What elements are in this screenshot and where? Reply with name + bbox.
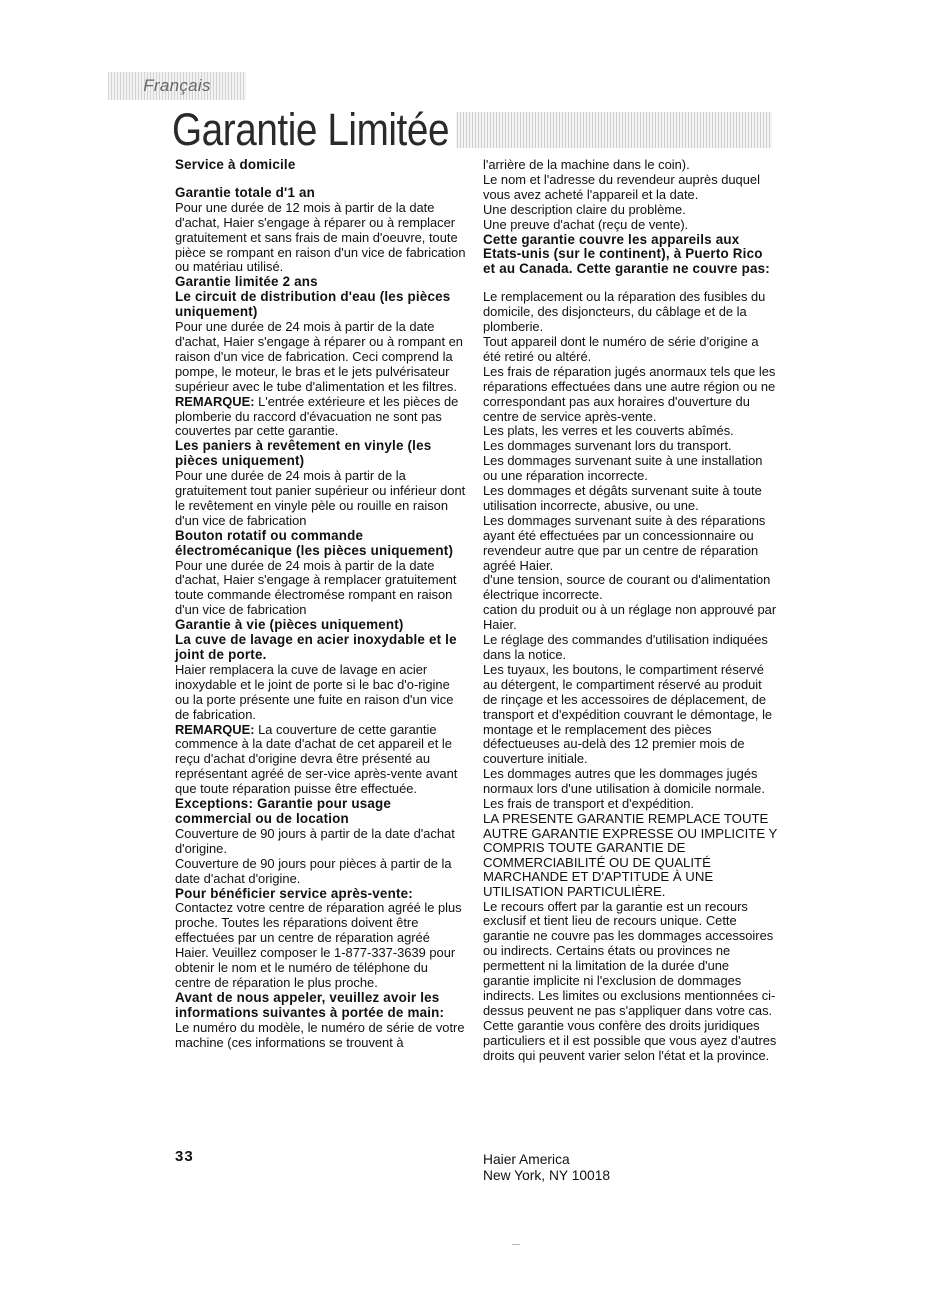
address-block (483, 1152, 610, 1184)
page-number: 33 (175, 1148, 194, 1165)
section-heading: Pour bénéficier service après-vente: (175, 885, 413, 901)
paragraph: Le réglage des commandes d'utilisation indiquées dans la notice. (483, 632, 768, 662)
section-heading: Cette garantie couvre les appareils aux Etats-unis (sur le continent), à Puerto Rico et au Canada. Cette garantie ne couvre pas: (483, 231, 770, 277)
paragraph: d'une tension, source de courant ou d'alimentation électrique incorrecte. (483, 572, 771, 603)
section-heading: La cuve de lavage en acier inoxydable et le joint de porte. (175, 632, 457, 662)
paragraph: Haier remplacera la cuve de lavage en acier inoxydable et le joint de porte si le bac d'o-rigine ou la porte présente une fuite en raison d'un vice de fabrication. (175, 661, 454, 722)
section-heading: Avant de nous appeler, veuillez avoir les informations suivantes à portée de main: (175, 989, 445, 1020)
note-text: L'entrée extérieure et les pièces de plomberie du raccord d'évacuation ne sont pas couvertes par cette garantie. (175, 393, 459, 439)
scan-mark (512, 1244, 520, 1245)
address-company: Haier America (483, 1152, 570, 1167)
paragraph: Couverture de 90 jours pour pièces à partir de la date d'achat d'origine. (175, 855, 452, 886)
section-heading: Exceptions: Garantie pour usage commercial ou de location (175, 796, 392, 826)
paragraph: Pour une durée de 24 mois à partir de la gratuitement tout panier supérieur ou inférieur dont le revêtement en vinyle pèle ou rouille en raison d'un vice de fabrication (175, 468, 466, 528)
note-label: REMARQUE: (175, 393, 255, 409)
section-heading: Garantie totale d'1 an (175, 184, 316, 200)
paragraph: Le numéro du modèle, le numéro de série de votre machine (ces informations se trouvent à (175, 1019, 465, 1050)
paragraph: l'arrière de la machine dans le coin). (483, 157, 690, 172)
paragraph: Pour une durée de 12 mois à partir de la date d'achat, Haier s'engage à réparer ou à remplacer gratuitement et sans frais de main d'oeuvre, toute pièce se rompant en raison d'un vice de fabrication ou matériau utilisé. (175, 199, 466, 275)
paragraph: cation du produit ou à un réglage non approuvé par Haier. (483, 602, 777, 633)
paragraph: Couverture de 90 jours à partir de la date d'achat d'origine. (175, 825, 455, 856)
section-heading: Le circuit de distribution d'eau (les pièces uniquement) (175, 289, 451, 320)
paragraph: Une description claire du problème. (483, 201, 686, 217)
paragraph: Le recours offert par la garantie est un recours exclusif et tient lieu de recours unique. Cette garantie ne couvre pas les dommages accessoires ou indirects. Certains états ou provinces ne permettent ni la limitation de la durée d'une garantie implicite ni l'exclusion de dommages indirects. Les limites ou exclusions mentionnées ci-dessus peuvent ne pas s'appliquer dans votre cas. Cette garantie vous confère des droits juridiques particuliers et il est possible que vous ayez d'autres droits qui peuvent varier selon l'état et la province. (483, 898, 777, 1063)
paragraph: Les frais de réparation jugés anormaux tels que les réparations effectuées dans une autre région ou ne correspondant pas aux horaires d'ouverture du centre de service après-vente. (483, 363, 776, 424)
section-heading: Bouton rotatif ou commande électromécanique (les pièces uniquement) (175, 527, 454, 558)
paragraph: Le nom et l'adresse du revendeur auprès duquel vous avez acheté l'appareil et la date. (483, 171, 760, 202)
paragraph: Contactez votre centre de réparation agréé le plus proche. Toutes les réparations doivent être effectuées par un centre de réparation agréé Haier. Veuillez composer le 1-877-337-3639 pour obtenir le nom et le numéro de téléphone du centre de réparation le plus proche. (175, 900, 462, 990)
paragraph: Les dommages autres que les dommages jugés normaux lors d'une utilisation à domicile normale. (483, 766, 765, 797)
language-tab (108, 72, 246, 100)
section-heading: Service à domicile (175, 157, 296, 172)
note-label: REMARQUE: (175, 721, 255, 737)
note-text: La couverture de cette garantie commence à la date d'achat de cet appareil et le reçu d'achat d'origine devra être présenté au représentant agréé de ser-vice après-vente avant que toute réparation puisse être effectuée. (175, 721, 458, 797)
paragraph: Les tuyaux, les boutons, le compartiment réservé au détergent, le compartiment réservé au produit de rinçage et les accessoires de déplacement, de transport et d'expédition couvrant le démontage, le montage et le remplacement des pièces défectueuses au-delà des 12 premier mois de couverture initiale. (483, 661, 773, 767)
paragraph: Tout appareil dont le numéro de série d'origine a été retiré ou altéré. (483, 333, 759, 364)
paragraph: Les dommages et dégâts survenant suite à toute utilisation incorrecte, abusive, ou une. (483, 483, 762, 513)
address-city: New York, NY 10018 (483, 1168, 611, 1183)
paragraph: Les dommages survenant lors du transport. (483, 438, 732, 454)
disclaimer-text: LA PRESENTE GARANTIE REMPLACE TOUTE AUTRE GARANTIE EXPRESSE OU IMPLICITE Y COMPRIS TOUTE GARANTIE DE COMMERCIABILITÉ OU DE QUALITÉ MARCHANDE ET D'APTITUDE À UNE UTILISATION PARTICULIÈRE. (483, 810, 778, 899)
section-heading: Garantie limitée 2 ans (175, 274, 318, 290)
paragraph: Les frais de transport et d'expédition. (483, 796, 694, 812)
paragraph: Les plats, les verres et les couverts abîmés. (483, 423, 734, 439)
page-title: Garantie Limitée (172, 106, 456, 154)
paragraph (175, 723, 467, 798)
language-label: Français (143, 76, 211, 95)
paragraph: Les dommages survenant suite à une installation ou une réparation incorrecte. (483, 453, 763, 484)
section-heading: Les paniers à revêtement en vinyle (les pièces uniquement) (175, 438, 432, 469)
paragraph (175, 395, 467, 440)
left-column (175, 158, 467, 1050)
paragraph: Les dommages survenant suite à des réparations ayant été effectuées par un concessionnaire ou revendeur autre que par un centre de réparation agréé Haier. (483, 512, 766, 573)
paragraph: Pour une durée de 24 mois à partir de la date d'achat, Haier s'engage à remplacer gratuitement toute commande électromése rompant en raison d'un vice de fabrication (175, 557, 457, 618)
paragraph: Une preuve d'achat (reçu de vente). (483, 216, 689, 232)
paragraph: Le remplacement ou la réparation des fusibles du domicile, des disjoncteurs, du câblage et de la plomberie. (483, 289, 766, 335)
right-column (483, 158, 778, 1064)
section-heading: Garantie à vie (pièces uniquement) (175, 617, 404, 633)
paragraph: Pour une durée de 24 mois à partir de la date d'achat, Haier s'engage à réparer ou à rompant en raison d'un vice de fabrication. Ceci comprend la pompe, le moteur, le bras et le jets pulvérisateur supérieur avec le tube d'alimentation et les filtres. (175, 319, 463, 394)
